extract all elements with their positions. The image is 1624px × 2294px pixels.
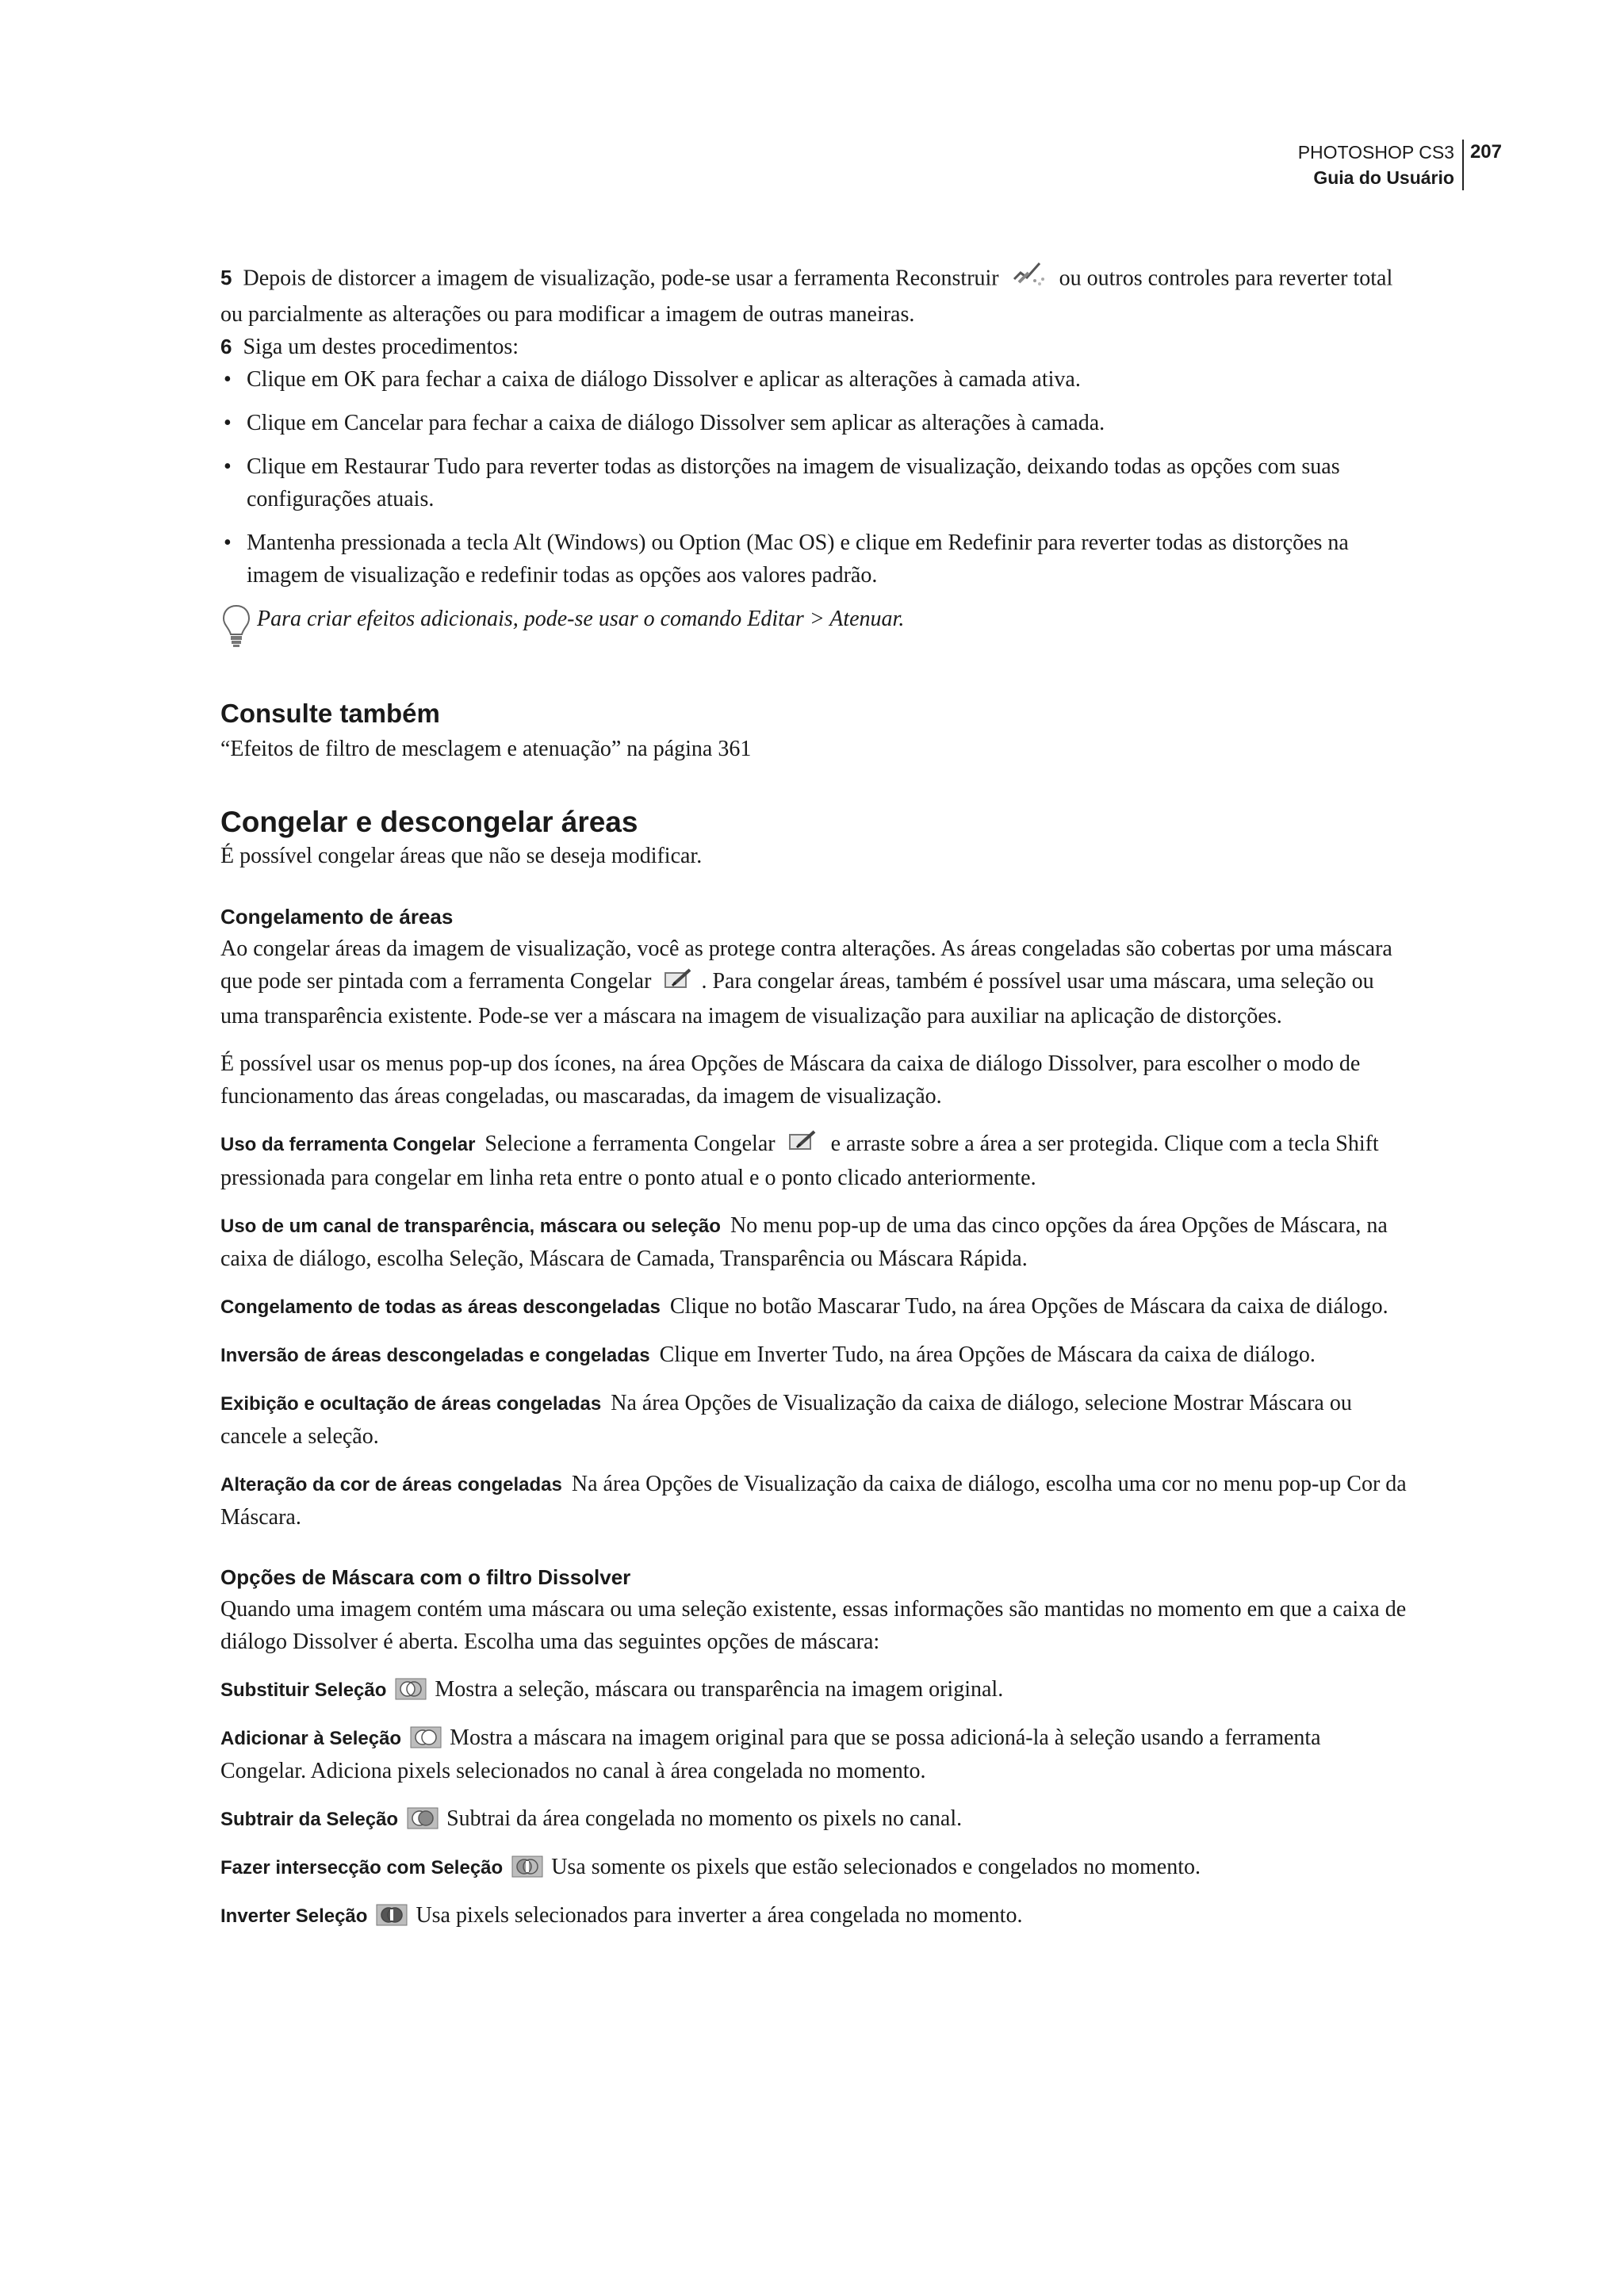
freeze-tool-icon <box>787 1128 819 1162</box>
definition-term: Adicionar à Seleção <box>220 1728 402 1750</box>
definition-term: Subtrair da Seleção <box>220 1809 399 1831</box>
replace-selection-icon <box>395 1677 427 1699</box>
step-6 <box>220 331 1410 363</box>
bullet: • <box>224 367 232 392</box>
lightbulb-icon <box>220 603 252 649</box>
definition-term: Substituir Seleção <box>220 1679 387 1702</box>
freeze-paragraph-1: Ao congelar áreas da imagem de visualização, você as protege contra alterações. As áreas congeladas são cobertas por uma máscara que pode ser pintada com a ferramenta Congelar . Para congelar áreas, também é possível usar uma máscara, uma seleção ou uma transparência existente. Pode-se ver a máscara na imagem de visualização para auxiliar na aplicação de distorções. <box>220 936 1392 1028</box>
mask-option-item: Substituir Seleção Mostra a seleção, máscara ou transparência na imagem original. <box>220 1677 1004 1702</box>
bullet: • <box>224 530 232 555</box>
subsection-heading: Opções de Máscara com o filtro Dissolver <box>220 1565 631 1590</box>
step-6-text: Siga um destes procedimentos: <box>243 335 519 359</box>
bullet: • <box>224 454 232 479</box>
add-to-selection-icon <box>410 1725 442 1748</box>
intersect-selection-icon <box>511 1855 543 1877</box>
running-header <box>1298 140 1502 190</box>
definition-term: Fazer intersecção com Seleção <box>220 1857 504 1879</box>
definition-item: Congelamento de todas as áreas descongeladas Clique no botão Mascarar Tudo, na área Opções de Máscara da caixa de diálogo. <box>220 1294 1388 1319</box>
tip-text: Para criar efeitos adicionais, pode-se usar o comando Editar > Atenuar. <box>257 607 905 631</box>
step-5-text-b: ou outros controles para reverter total ou parcialmente as alterações ou para modificar a imagem de outras maneiras. <box>220 266 1393 327</box>
definition-term: Alteração da cor de áreas congeladas <box>220 1474 562 1496</box>
definition-item: Alteração da cor de áreas congeladas Na área Opções de Visualização da caixa de diálogo, escolha uma cor no menu pop-up Cor da Máscara. <box>220 1472 1407 1530</box>
list-item: • Clique em Cancelar para fechar a caixa de diálogo Dissolver sem aplicar as alterações à camada. <box>220 407 1410 439</box>
list-item: • Mantenha pressionada a tecla Alt (Windows) ou Option (Mac OS) e clique em Redefinir para reverter todas as distorções na imagem de visualização e redefinir todas as opções aos valores padrão. <box>220 527 1410 592</box>
definition-item: Uso da ferramenta Congelar Selecione a ferramenta Congelar e arraste sobre a área a ser protegida. Clique com a tecla Shift pressionada para congelar em linha reta entre o ponto atual e o ponto clicado anteriormente. <box>220 1128 1410 1195</box>
definition-term: Uso da ferramenta Congelar <box>220 1133 476 1155</box>
section-heading: Congelar e descongelar áreas <box>220 806 638 838</box>
page-content <box>220 262 1410 1947</box>
mask-options-intro: Quando uma imagem contém uma máscara ou uma seleção existente, essas informações são mantidas no momento em que a caixa de diálogo Dissolver é aberta. Escolha uma das seguintes opções de máscara: <box>220 1597 1407 1655</box>
definition-term: Uso de um canal de transparência, máscara ou seleção <box>220 1216 721 1238</box>
reconstruct-tool-icon <box>1011 262 1048 298</box>
guide-title: Guia do Usuário <box>1313 167 1454 188</box>
bullet: • <box>224 411 232 435</box>
subsection-heading: Congelamento de áreas <box>220 905 454 929</box>
page-number: 207 <box>1469 141 1502 163</box>
header-titles <box>1298 140 1462 190</box>
definition-item: Uso de um canal de transparência, máscara ou seleção No menu pop-up de uma das cinco opções da área Opções de Máscara, na caixa de diálogo, escolha Seleção, Máscara de Camada, Transparência ou Máscara Rápida. <box>220 1213 1388 1272</box>
definition-item: Exibição e ocultação de áreas congeladas Na área Opções de Visualização da caixa de diálogo, selecione Mostrar Máscara ou cancele a seleção. <box>220 1391 1352 1450</box>
mask-option-item: Subtrair da Seleção Subtrai da área congelada no momento os pixels no canal. <box>220 1806 963 1832</box>
procedure-list <box>220 363 1410 592</box>
step-5 <box>220 262 1410 331</box>
see-also-link[interactable]: “Efeitos de filtro de mesclagem e atenuação” na página 361 <box>220 737 752 761</box>
definition-term: Inverter Seleção <box>220 1905 368 1928</box>
list-item: • Clique em OK para fechar a caixa de diálogo Dissolver e aplicar as alterações à camada ativa. <box>220 363 1410 396</box>
step-number: 5 <box>220 266 232 290</box>
step-5-text-a: Depois de distorcer a imagem de visualização, pode-se usar a ferramenta Reconstruir <box>243 266 999 291</box>
freeze-tool-icon <box>663 967 695 1000</box>
freeze-paragraph-2: É possível usar os menus pop-up dos ícones, na área Opções de Máscara da caixa de diálogo Dissolver, para escolher o modo de funcionamento das áreas congeladas, ou mascaradas, da imagem de visualização. <box>220 1051 1361 1109</box>
tip-note <box>220 603 1410 649</box>
invert-selection-icon <box>376 1903 408 1925</box>
mask-option-item: Inverter Seleção Usa pixels selecionados para inverter a área congelada no momento. <box>220 1903 1023 1928</box>
subtract-from-selection-icon <box>407 1806 439 1829</box>
definition-term: Inversão de áreas descongeladas e congeladas <box>220 1345 650 1367</box>
list-item: • Clique em Restaurar Tudo para reverter todas as distorções na imagem de visualização, deixando todas as opções com suas configurações atuais. <box>220 450 1410 515</box>
section-intro: É possível congelar áreas que não se deseja modificar. <box>220 844 703 868</box>
definition-term: Congelamento de todas as áreas descongeladas <box>220 1296 661 1319</box>
step-number: 6 <box>220 335 232 358</box>
product-name: PHOTOSHOP CS3 <box>1297 142 1454 163</box>
mask-option-item: Fazer intersecção com Seleção Usa somente os pixels que estão selecionados e congelados no momento. <box>220 1855 1201 1880</box>
see-also-heading: Consulte também <box>220 699 440 728</box>
definition-item: Inversão de áreas descongeladas e congeladas Clique em Inverter Tudo, na área Opções de Máscara da caixa de diálogo. <box>220 1342 1316 1368</box>
mask-option-item: Adicionar à Seleção Mostra a máscara na imagem original para que se possa adicioná-la à seleção usando a ferramenta Congelar. Adiciona pixels selecionados no canal à área congelada no momento. <box>220 1725 1321 1784</box>
definition-term: Exibição e ocultação de áreas congeladas <box>220 1393 602 1415</box>
